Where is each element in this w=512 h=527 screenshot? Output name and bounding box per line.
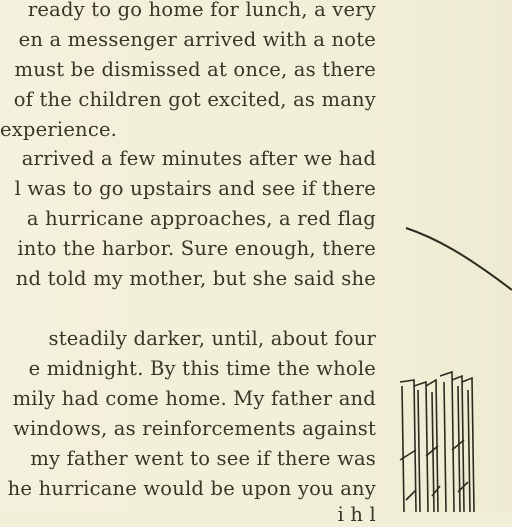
text-line: must be dismissed at once, as there <box>14 58 376 81</box>
wooden-shutters <box>400 372 474 512</box>
text-line: of the children got excited, as many <box>13 88 376 111</box>
text-line: into the harbor. Sure enough, there <box>17 237 376 260</box>
text-line: windows, as reinforcements against <box>13 417 376 440</box>
text-line: a hurricane approaches, a red flag <box>26 207 376 230</box>
text-line: nd told my mother, but she said she <box>15 267 376 290</box>
text-line: arrived a few minutes after we had <box>21 147 376 170</box>
wind-line <box>406 228 512 290</box>
text-line: he hurricane would be upon you any <box>7 477 376 500</box>
text-line: ready to go home for lunch, a very <box>27 0 376 21</box>
text-line: my father went to see if there was <box>30 447 376 470</box>
text-line: steadily darker, until, about four <box>48 327 376 350</box>
hurricane-illustration <box>396 210 512 512</box>
text-line: experience. <box>0 118 118 141</box>
text-line: i h l <box>337 503 376 526</box>
text-line: l was to go upstairs and see if there <box>14 177 376 200</box>
text-line: en a messenger arrived with a note <box>18 28 376 51</box>
text-line: mily had come home. My father and <box>12 387 376 410</box>
text-line: e midnight. By this time the whole <box>28 357 376 380</box>
